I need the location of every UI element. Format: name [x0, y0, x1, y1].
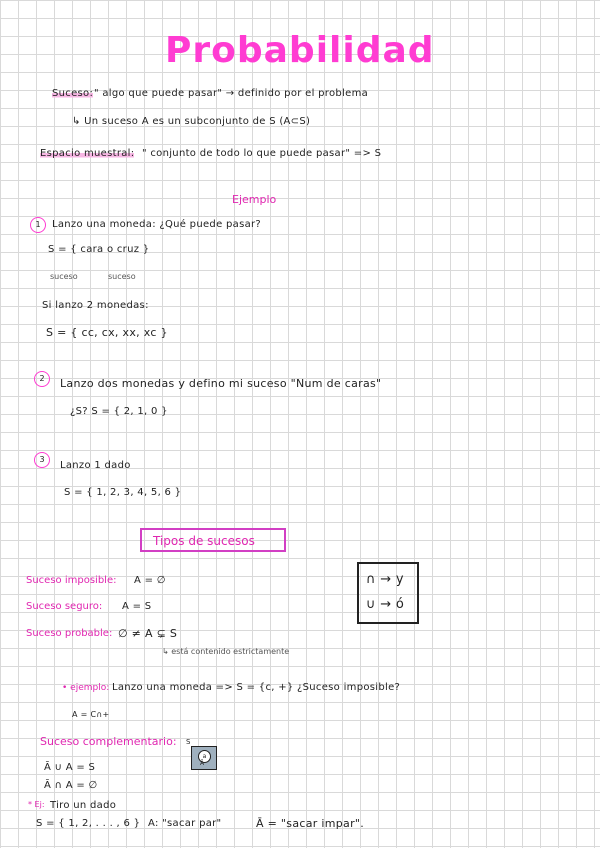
venn-set-a: a — [198, 750, 211, 763]
example-3-set: S = { 1, 2, 3, 4, 5, 6 } — [64, 487, 182, 498]
suceso-definition: " algo que puede pasar" → definido por el problema — [94, 88, 369, 99]
complementario-label: Suceso complementario: — [40, 735, 177, 748]
example-1-note-left: suceso — [50, 272, 78, 281]
suceso-seguro-expr: A = S — [122, 601, 152, 612]
example-1-set: S = { cara o cruz } — [48, 244, 150, 255]
example-number-2: 2 — [34, 371, 50, 387]
venn-complement-label: Ā — [200, 760, 205, 767]
suceso-subset-note: ↳ Un suceso A es un subconjunto de S (A⊂S) — [72, 116, 311, 127]
page-title: Probabilidad — [165, 30, 435, 71]
suceso-probable-note: ↳ está contenido estrictamente — [162, 647, 290, 656]
tipos-heading: Tipos de sucesos — [153, 534, 255, 548]
union-rule: ∪ → ó — [366, 597, 405, 612]
ejemplo-2-label: • ejemplo: — [62, 683, 110, 693]
example-2-text: Lanzo dos monedas y defino mi suceso "Num de caras" — [60, 377, 382, 390]
venn-s-label: S — [186, 738, 191, 746]
suceso-label: Suceso: — [52, 88, 94, 99]
example-1-two-coins: Si lanzo 2 monedas: — [42, 300, 149, 311]
example-1-note-right: suceso — [108, 272, 136, 281]
espacio-label: Espacio muestral: — [40, 148, 135, 159]
example-3-text: Lanzo 1 dado — [60, 460, 131, 471]
example-1-text: Lanzo una moneda: ¿Qué puede pasar? — [52, 219, 262, 230]
ej-final-label: * Ej: — [28, 800, 45, 809]
complement-union: Ā ∪ A = S — [44, 762, 96, 773]
suceso-imposible-label: Suceso imposible: — [26, 575, 117, 586]
ejemplo-2-line2: A = C∩+ — [72, 710, 110, 719]
example-1-set2: S = { cc, cx, xx, xc } — [46, 326, 168, 339]
ej-final-abar-def: Ā = "sacar impar". — [256, 817, 365, 830]
suceso-probable-label: Suceso probable: — [26, 628, 113, 639]
ejemplo-2-text: Lanzo una moneda => S = {c, +} ¿Suceso imposible? — [112, 682, 401, 693]
ej-final-text: Tiro un dado — [50, 800, 117, 811]
ej-final-a-def: A: "sacar par" — [148, 818, 222, 829]
ej-final-set: S = { 1, 2, . . . , 6 } — [36, 818, 141, 829]
espacio-definition: " conjunto de todo lo que puede pasar" => S — [142, 148, 382, 159]
complement-intersection: Ā ∩ A = ∅ — [44, 780, 98, 791]
suceso-seguro-label: Suceso seguro: — [26, 601, 103, 612]
intersection-rule: ∩ → y — [366, 572, 404, 587]
suceso-probable-expr: ∅ ≠ A ⊊ S — [118, 627, 178, 640]
venn-diagram — [191, 746, 217, 770]
example-2-set: ¿S? S = { 2, 1, 0 } — [70, 406, 168, 417]
example-number-1: 1 — [30, 217, 46, 233]
ejemplo-heading: Ejemplo — [232, 193, 277, 206]
example-number-3: 3 — [34, 452, 50, 468]
suceso-imposible-expr: A = ∅ — [134, 575, 166, 586]
